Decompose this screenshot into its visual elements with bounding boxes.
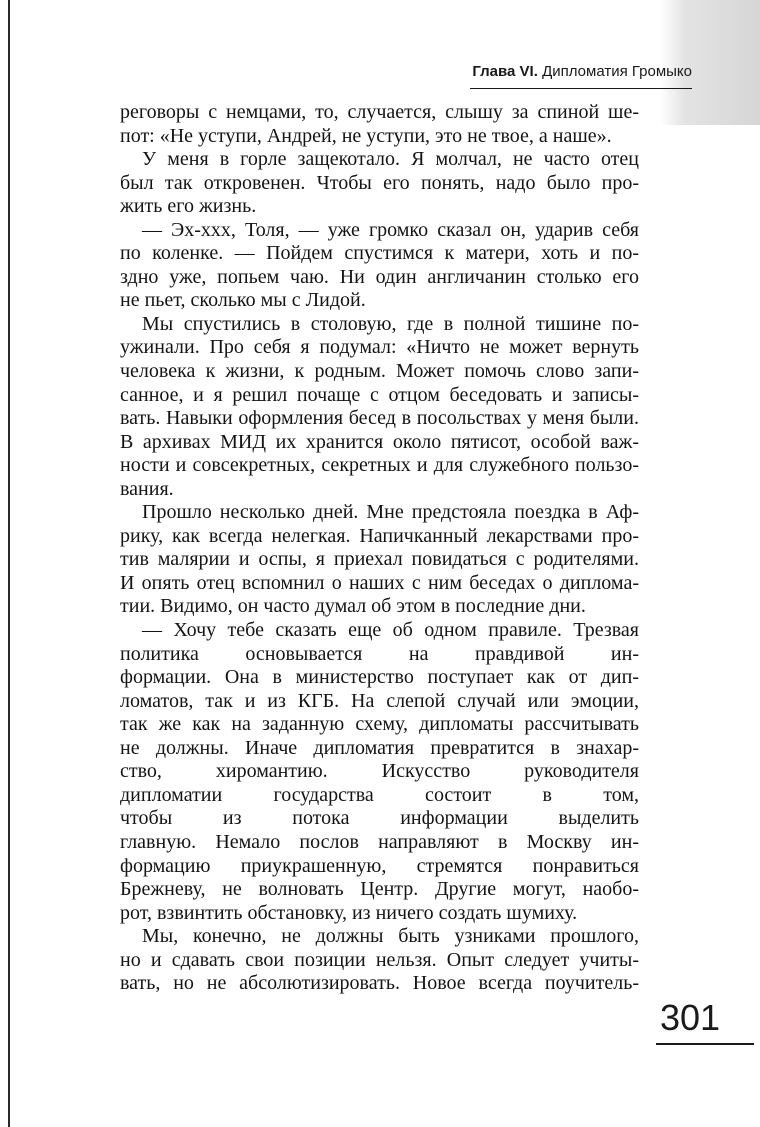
- text-line: по коленке. — Пойдем спустимся к матери, хоть и по-: [120, 242, 639, 265]
- text-line: так же как на заданную схему, дипломаты рассчитывать: [120, 713, 639, 736]
- text-line: главную. Немало послов направляют в Москву ин-: [120, 830, 639, 853]
- text-line: вать. Навыки оформления бесед в посольствах у меня были.: [120, 407, 639, 430]
- text-line: санное, и я решил почаще с отцом беседовать и записы-: [120, 383, 639, 406]
- text-line: В архивах МИД их хранится около пятисот, особой важ-: [120, 430, 639, 453]
- text-line: Мы, конечно, не должны быть узниками прошлого,: [142, 925, 639, 948]
- page-edge-line: [8, 0, 10, 1127]
- text-line: человека к жизни, к родным. Может помочь слово запи-: [120, 360, 639, 383]
- text-line: ужинали. Про себя я подумал: «Ничто не может вернуть: [120, 336, 639, 359]
- text-line: формации. Она в министерство поступает как от дип-: [120, 666, 639, 689]
- text-line: рот, взвинтить обстановку, из ничего создать шумиху.: [120, 901, 578, 924]
- text-line: не должны. Иначе дипломатия превратится в знахар-: [120, 736, 639, 759]
- folio-rule: [656, 1043, 754, 1045]
- text-line: формацию приукрашенную, стремятся понравиться: [120, 854, 639, 877]
- text-line: ство, хиромантию. Искусство руководителя: [120, 760, 639, 783]
- text-line: политика основывается на правдивой ин-: [120, 642, 639, 665]
- text-line: не пьет, сколько мы с Лидой.: [120, 289, 366, 312]
- header-rule: [470, 88, 692, 89]
- body-text: [120, 101, 639, 996]
- text-line: тии. Видимо, он часто думал об этом в последние дни.: [120, 595, 586, 618]
- text-line: реговоры с немцами, то, случается, слышу за спиной ше-: [120, 101, 639, 123]
- text-line: жить его жизнь.: [120, 195, 257, 218]
- text-line: здно уже, попьем чаю. Ни один англичанин столько его: [120, 265, 639, 288]
- text-line: Прошло несколько дней. Мне предстояла поездка в Аф-: [142, 501, 639, 524]
- text-line: — Эх-ххх, Толя, — уже громко сказал он, ударив себя: [142, 218, 639, 241]
- text-line: ломатов, так и из КГБ. На слепой случай или эмоции,: [120, 689, 639, 712]
- text-line: вать, но не абсолютизировать. Новое всегда поучитель-: [120, 972, 639, 995]
- text-line: дипломатии государства состоит в том,: [120, 783, 639, 806]
- text-line: тив малярии и оспы, я приехал повидаться с родителями.: [120, 548, 639, 571]
- chapter-label: Глава VI.: [472, 63, 538, 80]
- page-number: 301: [660, 997, 721, 1038]
- text-line: У меня в горле защекотало. Я молчал, не часто отец: [142, 148, 639, 171]
- text-line: но и сдавать свои позиции нельзя. Опыт следует учиты-: [120, 948, 639, 971]
- text-line: Мы спустились в столовую, где в полной тишине по-: [142, 312, 639, 335]
- text-line: чтобы из потока информации выделить: [120, 807, 639, 830]
- running-head: [380, 62, 692, 82]
- text-line: пот: «Не уступи, Андрей, не уступи, это не твое, а наше».: [120, 124, 612, 147]
- text-line: рику, как всегда нелегкая. Напичканный лекарствами про-: [120, 524, 639, 547]
- text-line: вания.: [120, 477, 174, 500]
- text-line: И опять отец вспомнил о наших с ним беседах о диплома-: [120, 571, 639, 594]
- text-line: ности и совсекретных, секретных и для служебного пользо-: [120, 454, 639, 477]
- text-line: Брежневу, не волновать Центр. Другие могут, наобо-: [120, 878, 639, 901]
- chapter-title: Дипломатия Громыко: [542, 63, 692, 80]
- text-line: — Хочу тебе сказать еще об одном правиле. Трезвая: [142, 619, 639, 642]
- text-line: был так откровенен. Чтобы его понять, надо было про-: [120, 171, 639, 194]
